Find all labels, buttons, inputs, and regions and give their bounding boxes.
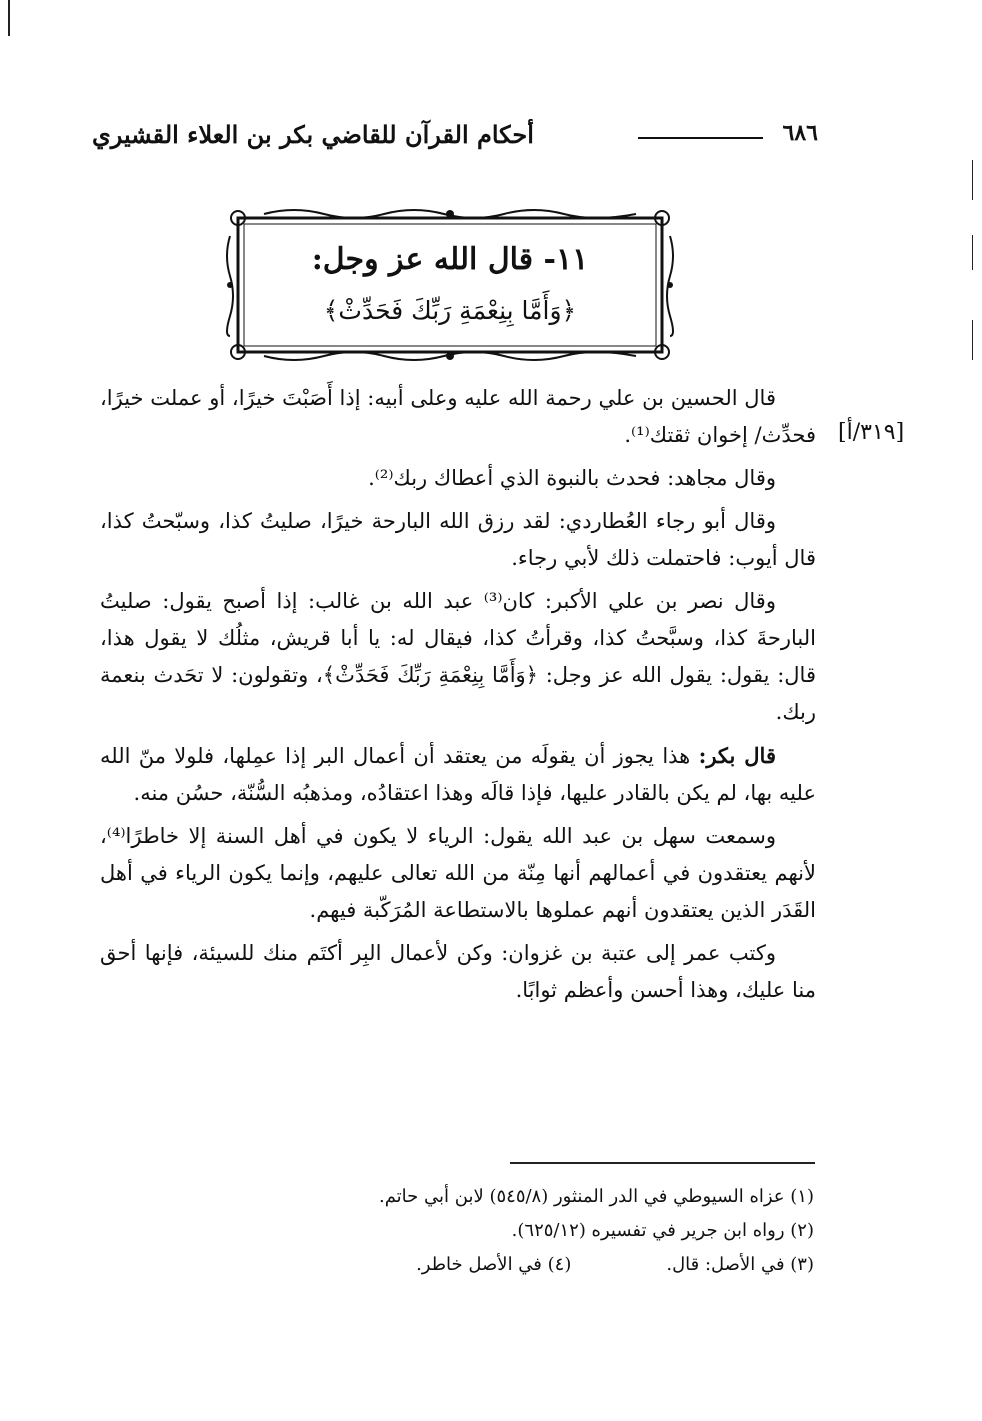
scan-edge-mark — [8, 0, 10, 36]
paragraph: وقال نصر بن علي الأكبر: كان⁽³⁾ عبد الله بن غالب: إذا أصبح يقول: صليتُ البارحةَ كذا، وسبَّحتُ كذا، وقرأتُ كذا، فيقال له: يا أبا قريش، مثلُك لا يقول هذا، قال: يقول: يقول الله عز وجل: ﴿وَأَمَّا بِنِعْمَةِ رَبِّكَ فَحَدِّثْ﴾، وتقولون: لا تحَدث بنعمة ربك. — [100, 589, 816, 724]
scan-edge-mark — [972, 160, 973, 200]
paragraph: وسمعت سهل بن عبد الله يقول: الرياء لا يكون في أهل السنة إلا خاطرًا⁽⁴⁾، لأنهم يعتقدون في أعمالهم أنها مِنّة من الله تعالى عليهم، وإنما يكون الرياء في أهل القَدَر الذين يعتقدون أنهم عملوها بالاستطاعة المُرَكّبة فيهم. — [100, 824, 816, 922]
speaker-label: قال بكر: — [698, 743, 776, 768]
footnotes — [300, 1180, 814, 1282]
footnote: (٣) في الأصل: قال. — [666, 1254, 814, 1275]
footnote: (١) عزاه السيوطي في الدر المنثور (٥٤٥/٨) لابن أبي حاتم. — [378, 1186, 814, 1207]
paragraph — [100, 737, 816, 812]
header-rule — [638, 137, 763, 139]
running-header — [92, 120, 818, 170]
ornamental-frame — [224, 206, 676, 364]
page-number: ٦٨٦ — [782, 120, 818, 146]
section-heading: ١١- قال الله عز وجل: — [311, 242, 589, 277]
quran-verse: ﴿وَأَمَّا بِنِعْمَةِ رَبِّكَ فَحَدِّثْ﴾ — [323, 296, 577, 325]
paragraph: وقال أبو رجاء العُطاردي: لقد رزق الله البارحة خيرًا، صليتُ كذا، وسبّحتُ كذا، قال أيوب: فاحتملت ذلك لأبي رجاء. — [100, 509, 816, 570]
paragraph: وقال مجاهد: فحدث بالنبوة الذي أعطاك ربك⁽²⁾. — [368, 466, 776, 490]
footnote-separator — [510, 1162, 815, 1164]
main-text — [100, 380, 816, 1015]
book-title: أحكام القرآن للقاضي بكر بن العلاء القشيري — [92, 120, 534, 149]
scan-edge-mark — [972, 320, 973, 360]
scan-edge-mark — [972, 235, 973, 270]
paragraph-text: هذا يجوز أن يقولَه من يعتقد أن أعمال البر إذا عمِلها، فلولا منّ الله عليه بها، لم يكن بالقادر عليها، فإذا قالَه وهذا اعتقادُه، ومذهبُه السُّنّة، حسُن منه. — [100, 744, 816, 805]
paragraph: وكتب عمر إلى عتبة بن غزوان: وكن لأعمال البِر أكتَم منك للسيئة، فإنها أحق منا عليك، وهذا أحسن وأعظم ثوابًا. — [100, 941, 816, 1002]
footnote: (٤) في الأصل خاطر. — [416, 1254, 572, 1275]
manuscript-folio-note: [٣١٩/أ] — [838, 420, 905, 445]
footnote-row — [300, 1248, 814, 1282]
paragraph: قال الحسين بن علي رحمة الله عليه وعلى أبيه: إذا أَصَبْتَ خيرًا، أو عملت خيرًا، فحدِّث/ إخوان ثقتك⁽¹⁾. — [100, 386, 816, 447]
footnote: (٢) رواه ابن جرير في تفسيره (٦٢٥/١٢). — [511, 1220, 814, 1241]
